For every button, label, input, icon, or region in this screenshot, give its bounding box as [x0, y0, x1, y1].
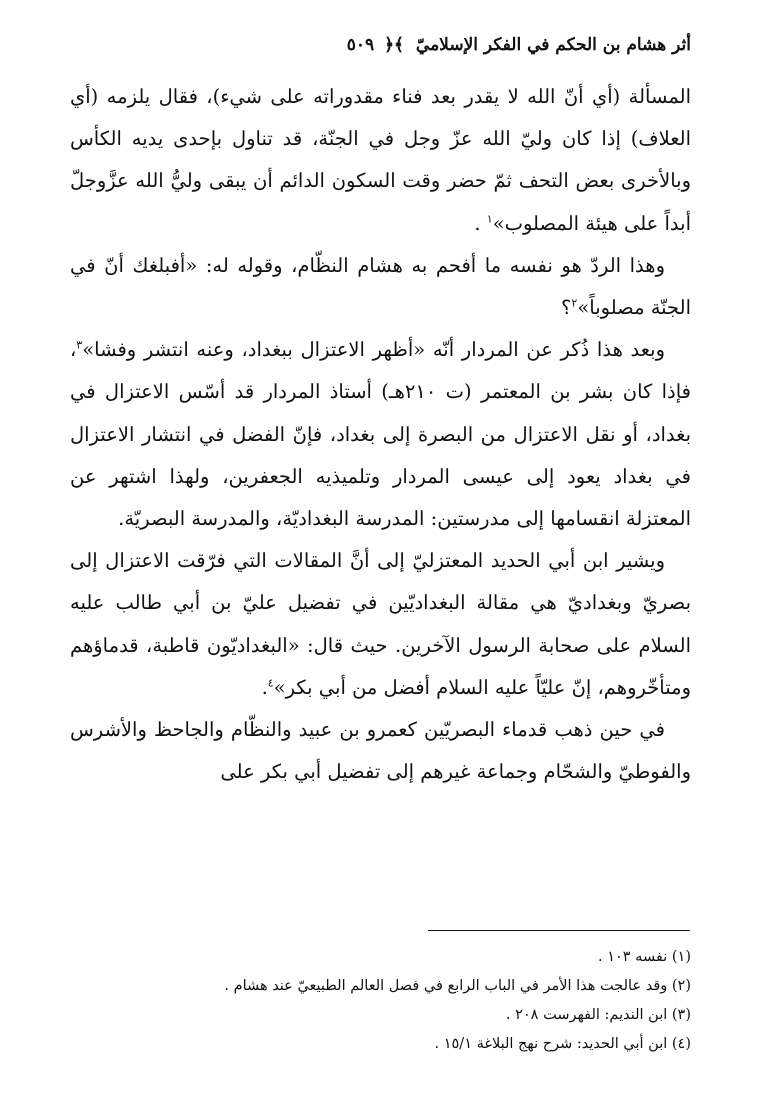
footnote-2: (٢) وقد عالجت هذا الأمر في الباب الرابع في فصل العالم الطبيعيّ عند هشام .	[224, 978, 691, 994]
paragraph-3-text-a: وبعد هذا ذُكر عن المردار أنّه «أظهر الاعتزال ببغداد، وعنه انتشر وفشا»	[82, 338, 665, 362]
paragraph-2-end: ؟	[561, 296, 572, 320]
footnotes	[70, 943, 691, 1059]
footnote-divider	[428, 930, 690, 931]
page-number: ٥٠٩	[346, 35, 375, 55]
paragraph-1-text: المسألة (أي أنّ الله لا يقدر بعد فناء مقدوراته على شيء)، فقال يلزمه (أي العلاف) إذا كان وليّ الله عزّ وجل في الجنّة، قد تناول بإحدى يديه الكأس وبالأخرى بعض التحف ثمّ حضر وقت السكون الدائم أن يبقى وليُّ الله عزَّوجلّ أبداً على هيئة المصلوب»	[70, 85, 691, 235]
paragraph-4-end: .	[261, 675, 268, 699]
footnote-ref-1: ١	[486, 212, 493, 226]
header-title: أثر هشام بن الحكم في الفكر الإسلاميّ	[415, 35, 691, 55]
paragraph-2	[70, 245, 691, 329]
paragraph-5	[70, 709, 691, 793]
footnote-4: (٤) ابن أبي الحديد: شرح نهج البلاغة ١٥/١ .	[434, 1036, 691, 1052]
footnote-1: (١) نفسه ١٠٣ .	[597, 949, 691, 965]
paragraph-3-text-b: ، فإذا كان بشر بن المعتمر (ت ٢١٠هـ) أستاذ المردار قد أسّس الاعتزال في بغداد، أو نقل الاعتزال من البصرة إلى بغداد، فإنّ الفضل في انتشار الاعتزال في بغداد يعود إلى عيسى المردار وتلميذيه الجعفرين، ولهذا اشتهر عن المعتزلة انقسامها إلى مدرستين: المدرسة البغداديّة، والمدرسة البصريّة.	[70, 338, 691, 531]
paragraph-1	[70, 76, 691, 245]
paragraph-1-end: .	[474, 211, 487, 235]
paragraph-4-text: ويشير ابن أبي الحديد المعتزليّ إلى أنَّ المقالات التي فرّقت الاعتزال إلى بصريّ وبغداديّ هي مقالة البغداديّين في تفضيل عليّ بن أبي طالب عليه السلام على صحابة الرسول الآخرين. حيث قال: «البغداديّون قاطبة، قدماؤهم ومتأخّروهم، إنّ عليّاً عليه السلام أفضل من أبي بكر»	[70, 549, 691, 699]
footnote-3: (٣) ابن النديم: الفهرست ٢٠٨ .	[505, 1007, 691, 1023]
footnote-ref-3: ٣	[76, 338, 83, 352]
paragraph-2-text: وهذا الردّ هو نفسه ما أفحم به هشام النظّام، وقوله له: «أفبلغك أنّ في الجنّة مصلوباً»	[70, 253, 691, 320]
paragraph-5-text: في حين ذهب قدماء البصريّين كعمرو بن عبيد والنظّام والجاحظ والأشرس والفوطيّ والشحّام وجماعة غيرهم إلى تفضيل أبي بكر على	[70, 718, 691, 784]
footnote-ref-4: ٤	[267, 676, 274, 690]
running-header	[70, 30, 691, 60]
paragraph-4	[70, 540, 691, 709]
body-text	[70, 76, 691, 793]
paragraph-3	[70, 329, 691, 540]
footnote-ref-2: ٢	[571, 296, 578, 310]
page-ornament: ﴾﴿	[384, 35, 404, 55]
